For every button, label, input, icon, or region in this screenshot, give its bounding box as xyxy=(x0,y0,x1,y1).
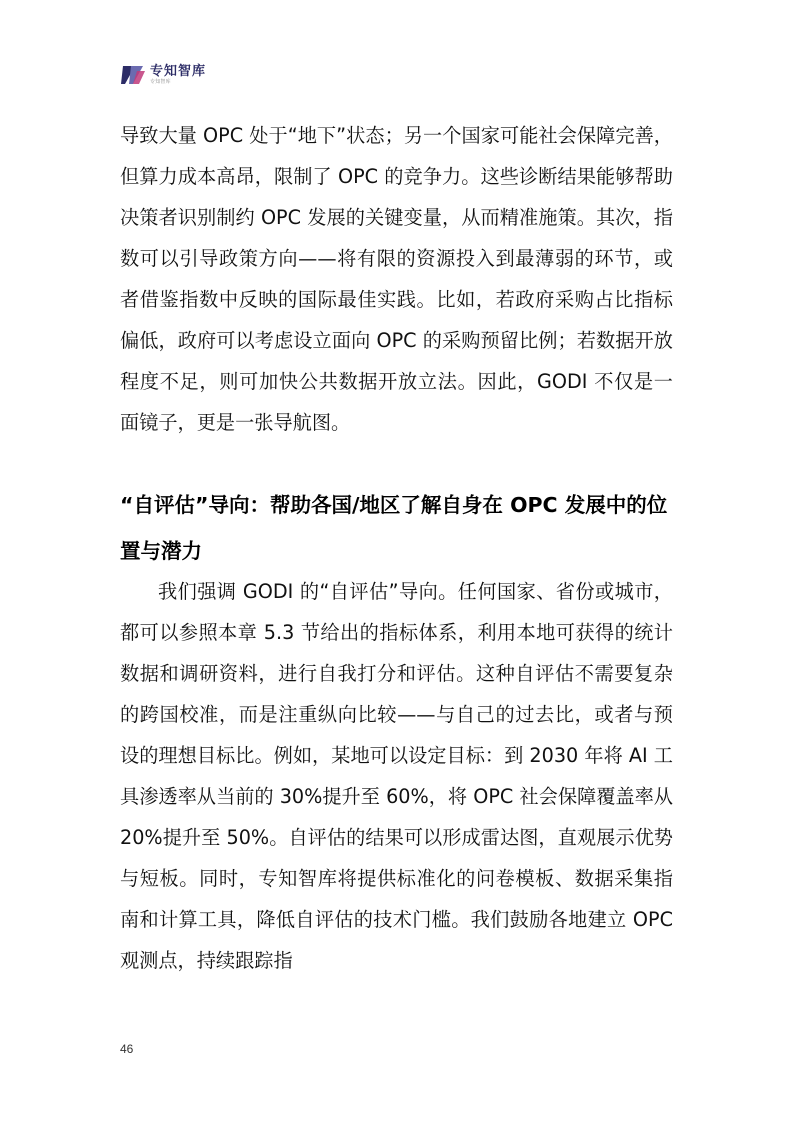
logo-subtitle: 专知智库 xyxy=(150,79,171,85)
logo-text xyxy=(150,64,206,86)
page-number: 46 xyxy=(120,1042,134,1056)
section-heading: “自评估”导向：帮助各国/地区了解自身在 OPC 发展中的位置与潜力 xyxy=(120,493,668,563)
header-logo xyxy=(120,62,206,88)
logo-name: 专知智库 xyxy=(150,64,207,79)
section-body-block xyxy=(120,571,673,981)
continued-paragraph: 导致大量 OPC 处于“地下”状态；另一个国家可能社会保障完善，但算力成本高昂，限制了 OPC 的竞争力。这些诊断结果能够帮助决策者识别制约 OPC 发展的关键变量，从而精准施策。其次，指数可以引导政策方向——将有限的资源投入到最薄弱的环节，或者借鉴指数中反映的国际最佳实践。比如，若政府采购占比指标偏低，政府可以考虑设立面向 OPC 的采购预留比例；若数据开放程度不足，则可加快公共数据开放立法。因此，GODI 不仅是一面镜子，更是一张导航图。 xyxy=(120,124,673,434)
zhuanzhi-logo-icon xyxy=(120,62,146,88)
continued-paragraph-block xyxy=(120,115,673,443)
section-body-paragraph: 我们强调 GODI 的“自评估”导向。任何国家、省份或城市，都可以参照本章 5.3 节给出的指标体系，利用本地可获得的统计数据和调研资料，进行自我打分和评估。这种自评估不需要复杂的跨国校准，而是注重纵向比较——与自己的过去比，或者与预设的理想目标比。例如，某地可以设定目标：到 2030 年将 AI 工具渗透率从当前的 30%提升至 60%，将 OPC 社会保障覆盖率从 20%提升至 50%。自评估的结果可以形成雷达图，直观展示优势与短板。同时，专知智库将提供标准化的问卷模板、数据采集指南和计算工具，降低自评估的技术门槛。我们鼓励各地建立 OPC 观测点，持续跟踪指 xyxy=(120,580,673,972)
